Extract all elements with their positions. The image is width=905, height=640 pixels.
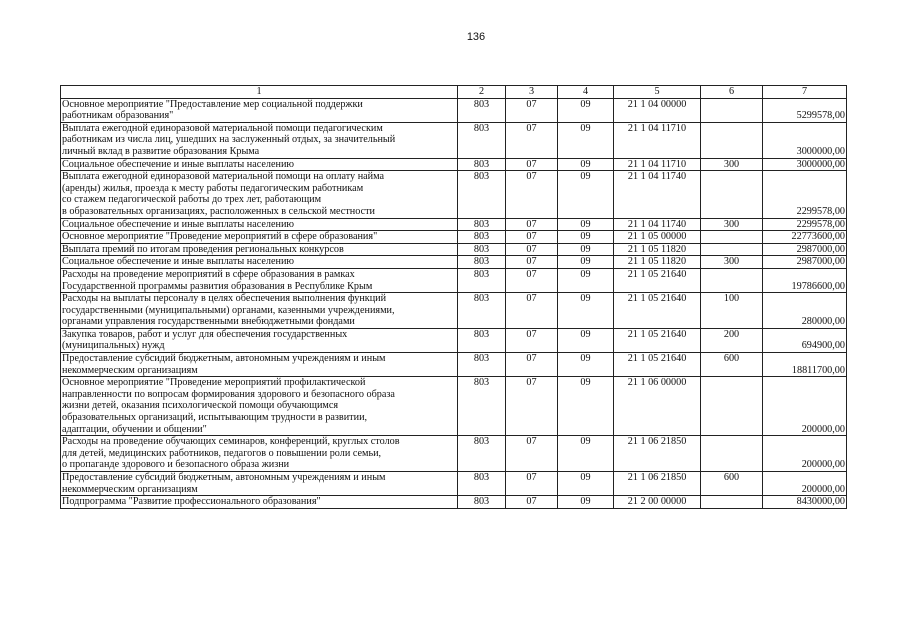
- row-col2-cell: 803: [458, 328, 506, 352]
- row-name-line: о пропаганде здорового и безопасного образа жизни: [62, 459, 290, 471]
- row-name-cell: [61, 472, 458, 496]
- row-col5-cell: 21 1 06 21850: [614, 472, 701, 496]
- header-cell: 6: [701, 86, 763, 99]
- row-name-cell: [61, 122, 458, 158]
- table-row: [61, 353, 847, 377]
- header-cell: 3: [506, 86, 558, 99]
- row-name-line: Предоставление субсидий бюджетным, автономным учреждениям и иным: [62, 472, 386, 483]
- row-col4-cell: 09: [558, 231, 614, 244]
- table-row: [61, 328, 847, 352]
- row-name-line: в образовательных организациях, расположенных в сельской местности: [62, 205, 376, 217]
- table-row: [61, 171, 847, 218]
- row-col6-cell: 300: [701, 256, 763, 269]
- row-col5-cell: 21 1 05 21640: [614, 268, 701, 292]
- table-body: [61, 98, 847, 508]
- row-amount-cell: 3000000,00: [763, 122, 847, 158]
- row-col2-cell: 803: [458, 436, 506, 472]
- row-col3-cell: 07: [506, 98, 558, 122]
- table-row: [61, 98, 847, 122]
- row-col2-cell: 803: [458, 122, 506, 158]
- header-cell: 7: [763, 86, 847, 99]
- row-amount-cell: 19786600,00: [763, 268, 847, 292]
- row-col5-cell: 21 1 04 11710: [614, 158, 701, 171]
- row-col4-cell: 09: [558, 472, 614, 496]
- table-row: [61, 122, 847, 158]
- row-col3-cell: 07: [506, 472, 558, 496]
- row-name-line: (аренды) жилья, проезда к месту работы педагогическим работникам: [62, 182, 364, 194]
- row-col5-cell: 21 1 05 11820: [614, 256, 701, 269]
- row-name-cell: [61, 98, 458, 122]
- row-col6-cell: 300: [701, 218, 763, 231]
- row-name-cell: [61, 353, 458, 377]
- row-col2-cell: 803: [458, 472, 506, 496]
- row-col5-cell: 21 1 06 21850: [614, 436, 701, 472]
- row-col3-cell: 07: [506, 268, 558, 292]
- row-col6-cell: 600: [701, 472, 763, 496]
- row-col3-cell: 07: [506, 328, 558, 352]
- row-name-cell: [61, 158, 458, 171]
- row-amount-cell: 200000,00: [763, 377, 847, 436]
- row-name-cell: [61, 218, 458, 231]
- table-row: [61, 218, 847, 231]
- row-col6-cell: [701, 98, 763, 122]
- row-col3-cell: 07: [506, 218, 558, 231]
- row-col4-cell: 09: [558, 436, 614, 472]
- row-name-line: Предоставление субсидий бюджетным, автономным учреждениям и иным: [62, 353, 386, 365]
- table-row: [61, 256, 847, 269]
- budget-table: [60, 85, 847, 509]
- row-name-line: государственными (муниципальными) органами, казенными учреждениями,: [62, 304, 395, 316]
- row-col3-cell: 07: [506, 293, 558, 329]
- header-cell: 4: [558, 86, 614, 99]
- row-col6-cell: 600: [701, 353, 763, 377]
- row-col2-cell: 803: [458, 268, 506, 292]
- row-col6-cell: 100: [701, 293, 763, 329]
- row-name-line: работникам образования": [62, 110, 174, 122]
- table-row: [61, 293, 847, 329]
- row-name-line: (муниципальных) нужд: [62, 340, 165, 352]
- row-col3-cell: 07: [506, 231, 558, 244]
- row-col2-cell: 803: [458, 231, 506, 244]
- row-col2-cell: 803: [458, 256, 506, 269]
- row-col6-cell: [701, 122, 763, 158]
- row-col6-cell: [701, 243, 763, 256]
- row-name-line: Основное мероприятие "Проведение мероприятий профилактической: [62, 377, 366, 389]
- row-col2-cell: 803: [458, 293, 506, 329]
- row-amount-cell: 200000,00: [763, 436, 847, 472]
- row-col4-cell: 09: [558, 268, 614, 292]
- row-col4-cell: 09: [558, 171, 614, 218]
- row-col4-cell: 09: [558, 496, 614, 509]
- header-cell: 5: [614, 86, 701, 99]
- row-col2-cell: 803: [458, 243, 506, 256]
- row-name-line: Социальное обеспечение и иные выплаты населению: [62, 256, 295, 268]
- row-col3-cell: 07: [506, 377, 558, 436]
- table-row: [61, 231, 847, 244]
- row-col2-cell: 803: [458, 496, 506, 509]
- row-col5-cell: 21 1 04 11740: [614, 218, 701, 231]
- table-row: [61, 268, 847, 292]
- row-col6-cell: [701, 496, 763, 509]
- row-name-line: Расходы на проведение мероприятий в сфере образования в рамках: [62, 268, 355, 280]
- row-name-line: Основное мероприятие "Предоставление мер социальной поддержки: [62, 98, 363, 110]
- row-name-line: жизни детей, оказания психологической помощи обучающимся: [62, 400, 339, 412]
- row-col4-cell: 09: [558, 122, 614, 158]
- table-row: [61, 436, 847, 472]
- row-col6-cell: [701, 436, 763, 472]
- row-col6-cell: [701, 231, 763, 244]
- row-col2-cell: 803: [458, 171, 506, 218]
- row-name-line: личный вклад в развитие образования Крыма: [62, 145, 260, 157]
- row-col5-cell: 21 2 00 00000: [614, 496, 701, 509]
- table-header-row: [61, 86, 847, 99]
- row-amount-cell: 8430000,00: [763, 496, 847, 509]
- row-col6-cell: [701, 268, 763, 292]
- row-name-cell: [61, 377, 458, 436]
- row-col4-cell: 09: [558, 377, 614, 436]
- row-col3-cell: 07: [506, 436, 558, 472]
- row-col3-cell: 07: [506, 496, 558, 509]
- row-amount-cell: 200000,00: [763, 472, 847, 496]
- row-col2-cell: 803: [458, 377, 506, 436]
- row-name-line: образовательных организаций, испытывающим трудности в развитии,: [62, 412, 368, 424]
- row-amount-cell: 2299578,00: [763, 218, 847, 231]
- row-col3-cell: 07: [506, 256, 558, 269]
- row-col3-cell: 07: [506, 243, 558, 256]
- row-col4-cell: 09: [558, 98, 614, 122]
- row-col6-cell: [701, 377, 763, 436]
- row-name-cell: [61, 496, 458, 509]
- row-col5-cell: 21 1 04 00000: [614, 98, 701, 122]
- row-name-line: Основное мероприятие "Проведение мероприятий в сфере образования": [62, 231, 378, 243]
- row-name-line: некоммерческим организациям: [62, 483, 198, 495]
- row-name-line: Подпрограмма "Развитие профессионального образования": [62, 496, 321, 508]
- row-col6-cell: [701, 171, 763, 218]
- row-col3-cell: 07: [506, 171, 558, 218]
- row-amount-cell: 3000000,00: [763, 158, 847, 171]
- row-amount-cell: 280000,00: [763, 293, 847, 329]
- row-col4-cell: 09: [558, 218, 614, 231]
- row-col6-cell: 200: [701, 328, 763, 352]
- row-name-line: Государственной программы развития образования в Республике Крым: [62, 280, 373, 292]
- page-number: 136: [466, 31, 486, 43]
- header-cell: 1: [61, 86, 458, 99]
- row-col2-cell: 803: [458, 98, 506, 122]
- row-name-line: адаптации, обучении и общении": [62, 423, 207, 435]
- table-row: [61, 472, 847, 496]
- row-col2-cell: 803: [458, 158, 506, 171]
- row-amount-cell: 18811700,00: [763, 353, 847, 377]
- row-col2-cell: 803: [458, 353, 506, 377]
- row-amount-cell: 694900,00: [763, 328, 847, 352]
- row-col4-cell: 09: [558, 353, 614, 377]
- row-name-line: Социальное обеспечение и иные выплаты населению: [62, 218, 295, 230]
- row-amount-cell: 2987000,00: [763, 243, 847, 256]
- row-name-line: Социальное обеспечение и иные выплаты населению: [62, 158, 295, 170]
- row-name-line: направленности по вопросам формирования здорового и безопасного образа: [62, 388, 395, 400]
- row-amount-cell: 22773600,00: [763, 231, 847, 244]
- row-amount-cell: 2299578,00: [763, 171, 847, 218]
- row-name-line: некоммерческим организациям: [62, 364, 198, 376]
- row-col4-cell: 09: [558, 328, 614, 352]
- row-name-line: Выплата ежегодной единоразовой материальной помощи на оплату найма: [62, 171, 385, 183]
- row-name-cell: [61, 293, 458, 329]
- row-name-cell: [61, 256, 458, 269]
- row-col5-cell: 21 1 05 00000: [614, 231, 701, 244]
- row-col5-cell: 21 1 04 11710: [614, 122, 701, 158]
- row-name-line: Расходы на проведение обучающих семинаров, конференций, круглых столов: [62, 436, 400, 448]
- row-col4-cell: 09: [558, 256, 614, 269]
- row-col3-cell: 07: [506, 122, 558, 158]
- row-name-line: для детей, медицинских работников, педагогов о повышении роли семьи,: [62, 447, 382, 459]
- row-name-cell: [61, 171, 458, 218]
- row-name-line: работникам из числа лиц, ушедших на заслуженный отдых, за значительный: [62, 134, 396, 146]
- row-col4-cell: 09: [558, 243, 614, 256]
- row-name-line: Расходы на выплаты персоналу в целях обеспечения выполнения функций: [62, 293, 387, 305]
- row-col5-cell: 21 1 06 00000: [614, 377, 701, 436]
- row-name-line: со стажем педагогической работы до трех лет, работающим: [62, 194, 322, 206]
- row-amount-cell: 5299578,00: [763, 98, 847, 122]
- table-row: [61, 496, 847, 509]
- row-name-line: Выплата ежегодной единоразовой материальной помощи педагогическим: [62, 122, 383, 134]
- row-name-cell: [61, 231, 458, 244]
- row-name-line: Выплата премий по итогам проведения региональных конкурсов: [62, 243, 344, 255]
- row-name-line: органами управления государственными внебюджетными фондами: [62, 316, 355, 328]
- row-col5-cell: 21 1 05 21640: [614, 328, 701, 352]
- table-row: [61, 243, 847, 256]
- row-col5-cell: 21 1 05 11820: [614, 243, 701, 256]
- row-col3-cell: 07: [506, 353, 558, 377]
- row-col2-cell: 803: [458, 218, 506, 231]
- row-col4-cell: 09: [558, 293, 614, 329]
- row-col3-cell: 07: [506, 158, 558, 171]
- header-cell: 2: [458, 86, 506, 99]
- row-col6-cell: 300: [701, 158, 763, 171]
- table-row: [61, 377, 847, 436]
- row-name-cell: [61, 436, 458, 472]
- row-name-cell: [61, 243, 458, 256]
- row-name-cell: [61, 268, 458, 292]
- row-col5-cell: 21 1 05 21640: [614, 293, 701, 329]
- row-name-line: Закупка товаров, работ и услуг для обеспечения государственных: [62, 328, 348, 340]
- row-amount-cell: 2987000,00: [763, 256, 847, 269]
- row-col5-cell: 21 1 05 21640: [614, 353, 701, 377]
- row-col4-cell: 09: [558, 158, 614, 171]
- row-col5-cell: 21 1 04 11740: [614, 171, 701, 218]
- table-row: [61, 158, 847, 171]
- row-name-cell: [61, 328, 458, 352]
